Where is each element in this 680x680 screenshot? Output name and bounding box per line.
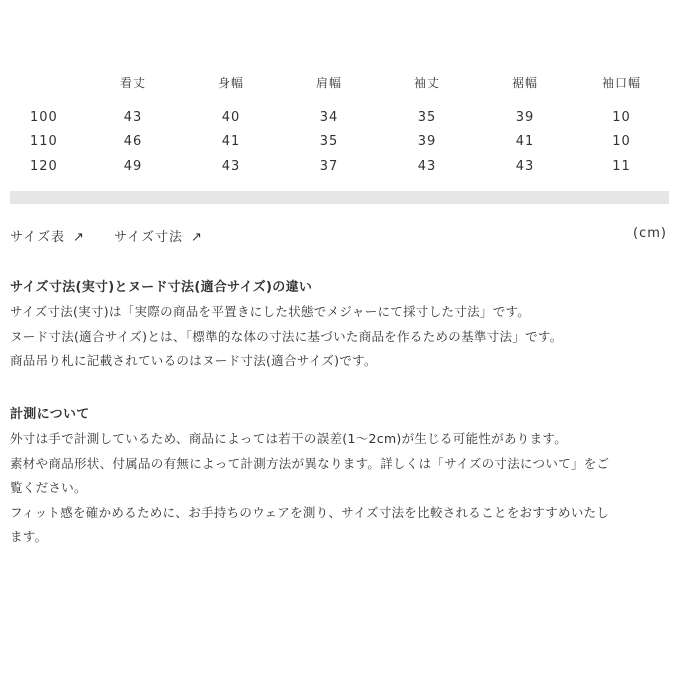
table-cell: 49 — [123, 158, 143, 174]
section-title: サイズ寸法(実寸)とヌード寸法(適合サイズ)の違い — [10, 280, 313, 295]
header-body-width: 身幅 — [217, 76, 244, 90]
table-cell: 39 — [515, 109, 535, 125]
size-dimensions-link-label: サイズ寸法 — [114, 230, 183, 245]
table-cell: 43 — [417, 158, 437, 174]
measurement-section — [10, 403, 670, 550]
header-length: 看丈 — [119, 76, 146, 90]
table-cell: 39 — [417, 134, 437, 150]
table-cell: 43 — [221, 158, 241, 174]
size-table — [10, 68, 669, 179]
section-line: 素材や商品形状、付属品の有無によって計測方法が異なります。詳しくは「サイズの寸法について」をご — [10, 455, 610, 471]
table-cell: 37 — [319, 158, 339, 174]
corner-cell — [10, 68, 84, 105]
table-cell: 35 — [319, 134, 339, 150]
size-chart-link[interactable] — [10, 226, 85, 245]
section-line: 外寸は手で計測しているため、商品によっては若干の誤差(1〜2cm)が生じる可能性があります。 — [10, 431, 568, 446]
section-line: 覧ください。 — [10, 480, 87, 495]
table-row — [10, 154, 669, 179]
table-cell: 41 — [221, 134, 241, 150]
row-size: 100 — [30, 109, 58, 125]
table-cell: 34 — [319, 109, 339, 125]
unit-label: (cm) — [633, 226, 667, 241]
header-sleeve-length: 袖丈 — [413, 76, 440, 90]
table-row — [10, 130, 669, 155]
table-cell: 10 — [612, 109, 631, 125]
section-line: フィット感を確かめるために、お手持ちのウェアを測り、サイズ寸法を比較されることをおすすめいたし — [10, 504, 610, 520]
size-difference-section — [10, 276, 670, 374]
size-dimensions-link[interactable] — [114, 226, 203, 245]
table-cell: 43 — [515, 158, 535, 174]
section-line: 商品吊り札に記載されているのはヌード寸法(適合サイズ)です。 — [10, 353, 377, 368]
table-cell: 46 — [123, 134, 143, 150]
table-cell: 35 — [417, 109, 437, 125]
table-divider-bar — [10, 191, 669, 204]
table-cell: 11 — [612, 158, 631, 174]
table-row — [10, 105, 669, 130]
header-cuff-width: 袖口幅 — [601, 76, 641, 90]
table-cell: 10 — [612, 134, 631, 150]
external-arrow-icon: ↗ — [72, 230, 85, 245]
section-line: ヌード寸法(適合サイズ)とは、「標準的な体の寸法に基づいた商品を作るための基準寸法」です。 — [10, 328, 563, 344]
header-hem-width: 裾幅 — [511, 76, 538, 90]
table-cell: 43 — [123, 109, 143, 125]
table-cell: 40 — [221, 109, 241, 125]
table-cell: 41 — [515, 134, 535, 150]
section-line: サイズ寸法(実寸)は「実際の商品を平置きにした状態でメジャーにて採寸した寸法」です。 — [10, 304, 531, 319]
section-line: ます。 — [10, 529, 48, 544]
size-links — [10, 226, 669, 246]
external-arrow-icon: ↗ — [190, 230, 203, 245]
size-chart-link-label: サイズ表 — [10, 230, 65, 245]
row-size: 110 — [30, 134, 58, 150]
row-size: 120 — [30, 158, 58, 174]
section-title: 計測について — [10, 407, 90, 422]
table-header-row — [10, 68, 669, 105]
header-shoulder-width: 肩幅 — [315, 76, 342, 90]
